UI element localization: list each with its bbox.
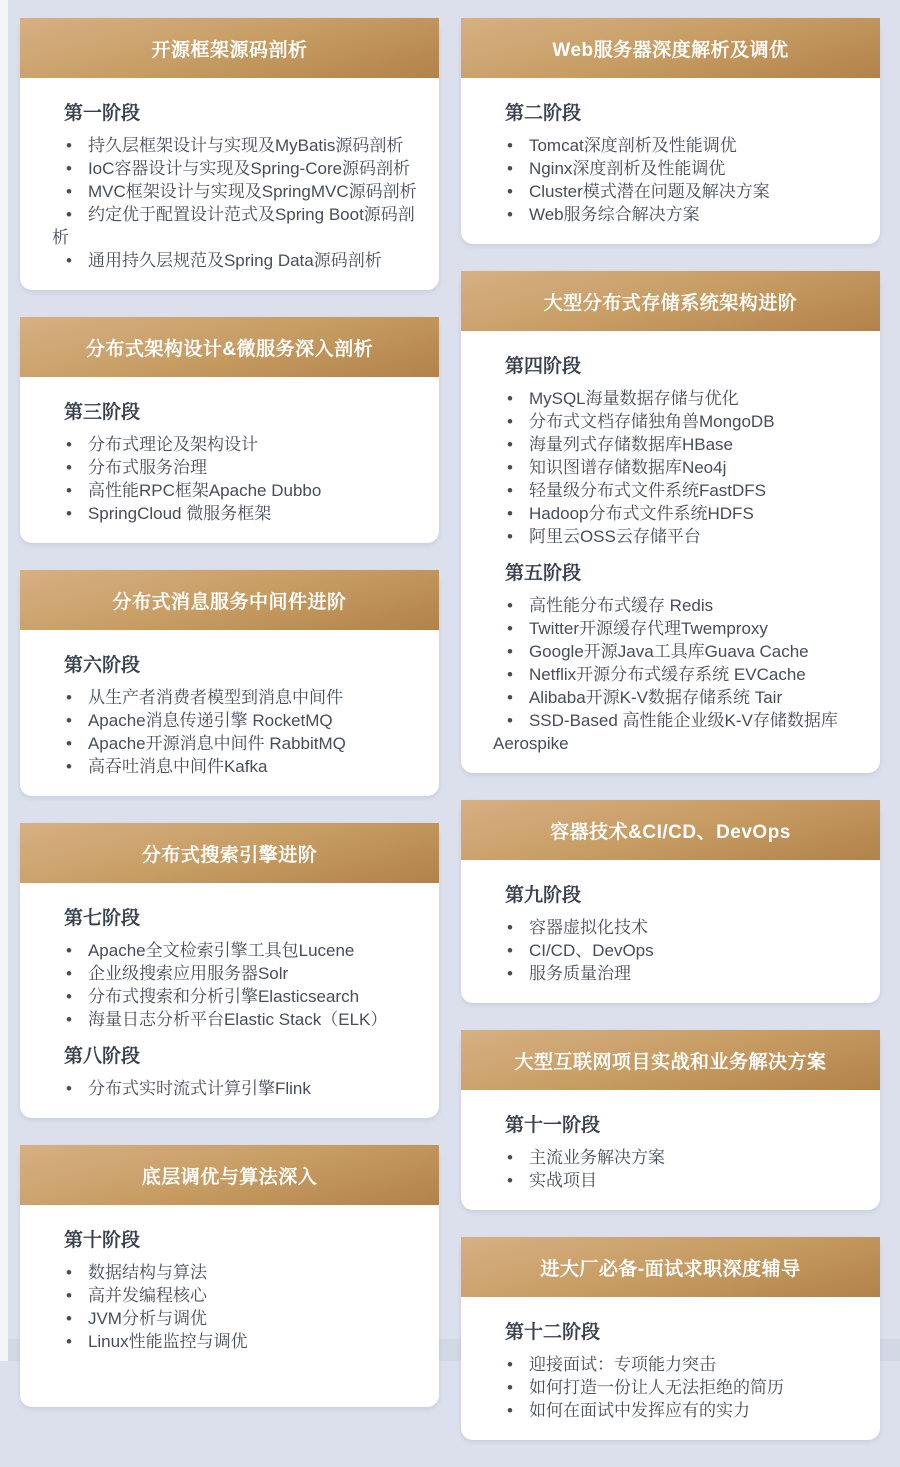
course-item: • Twitter开源缓存代理Twemproxy xyxy=(493,617,860,640)
course-item: • 主流业务解决方案 xyxy=(493,1146,860,1169)
course-card-header xyxy=(20,570,439,630)
course-item: • 高性能RPC框架Apache Dubbo xyxy=(52,479,419,502)
course-item: • 知识图谱存储数据库Neo4j xyxy=(493,456,860,479)
course-item: • 容器虚拟化技术 xyxy=(493,916,860,939)
course-item-list xyxy=(493,1146,860,1192)
stage-title: 第五阶段 xyxy=(505,563,582,584)
course-card xyxy=(461,271,880,773)
course-card xyxy=(20,823,439,1118)
course-item: • 分布式服务治理 xyxy=(52,456,419,479)
course-item: • 阿里云OSS云存储平台 xyxy=(493,525,860,548)
course-item-list xyxy=(52,134,419,272)
course-item: • 高并发编程核心 xyxy=(52,1284,419,1307)
course-item: • Netflix开源分布式缓存系统 EVCache xyxy=(493,663,860,686)
stage-title: 第十一阶段 xyxy=(505,1115,601,1136)
course-card-title: 大型分布式存储系统架构进阶 xyxy=(543,292,798,314)
course-card-title: 分布式消息服务中间件进阶 xyxy=(112,591,347,613)
course-item: • 分布式文档存储独角兽MongoDB xyxy=(493,410,860,433)
course-card-title: Web服务器深度解析及调优 xyxy=(552,39,789,61)
course-card xyxy=(20,317,439,543)
stage-title: 第一阶段 xyxy=(64,103,141,124)
course-card-body xyxy=(20,630,439,796)
course-item-list xyxy=(493,916,860,985)
course-card-body xyxy=(461,78,880,244)
course-card-body xyxy=(20,78,439,290)
course-item: • Hadoop分布式文件系统HDFS xyxy=(493,502,860,525)
course-item-list xyxy=(52,1261,419,1353)
stage-title: 第六阶段 xyxy=(64,655,141,676)
course-item: • MVC框架设计与实现及SpringMVC源码剖析 xyxy=(52,180,419,203)
course-card-body xyxy=(461,331,880,773)
course-item-list xyxy=(52,686,419,778)
course-item: • JVM分析与调优 xyxy=(52,1307,419,1330)
course-card-body xyxy=(20,883,439,1118)
course-card-header xyxy=(461,1237,880,1297)
stage-title: 第二阶段 xyxy=(505,103,582,124)
course-card xyxy=(461,1237,880,1440)
course-item: • 迎接面试：专项能力突击 xyxy=(493,1353,860,1376)
course-item: • 高性能分布式缓存 Redis xyxy=(493,594,860,617)
course-item: • SpringCloud 微服务框架 xyxy=(52,502,419,525)
course-card xyxy=(20,570,439,796)
course-card-title: 开源框架源码剖析 xyxy=(151,39,308,61)
course-item: • 企业级搜索应用服务器Solr xyxy=(52,962,419,985)
course-item: • 轻量级分布式文件系统FastDFS xyxy=(493,479,860,502)
course-item-list xyxy=(493,134,860,226)
course-card-body xyxy=(461,860,880,1003)
course-card-body xyxy=(461,1090,880,1210)
course-card-title: 底层调优与算法深入 xyxy=(141,1166,318,1188)
course-item: • 从生产者消费者模型到消息中间件 xyxy=(52,686,419,709)
course-card-header xyxy=(20,18,439,78)
course-item: • Nginx深度剖析及性能调优 xyxy=(493,157,860,180)
course-item: • 如何在面试中发挥应有的实力 xyxy=(493,1399,860,1422)
course-card-title: 进大厂必备-面试求职深度辅导 xyxy=(540,1258,801,1280)
stage-title: 第三阶段 xyxy=(64,402,141,423)
course-card-body xyxy=(20,1205,439,1407)
course-item: • Linux性能监控与调优 xyxy=(52,1330,419,1353)
course-card-title: 分布式搜索引擎进阶 xyxy=(141,844,318,866)
course-card-header xyxy=(461,18,880,78)
course-item: • 如何打造一份让人无法拒绝的简历 xyxy=(493,1376,860,1399)
course-card xyxy=(461,800,880,1003)
course-card xyxy=(20,18,439,290)
course-item: • CI/CD、DevOps xyxy=(493,939,860,962)
course-item: • 海量日志分析平台Elastic Stack（ELK） xyxy=(52,1008,419,1031)
stage-title: 第十二阶段 xyxy=(505,1322,601,1343)
course-item: • 高吞吐消息中间件Kafka xyxy=(52,755,419,778)
course-item: • SSD-Based 高性能企业级K-V存储数据库 Aerospike xyxy=(493,709,860,755)
course-item: • Apache全文检索引擎工具包Lucene xyxy=(52,939,419,962)
course-card-header xyxy=(20,823,439,883)
course-item-list xyxy=(493,594,860,755)
course-item: • 持久层框架设计与实现及MyBatis源码剖析 xyxy=(52,134,419,157)
stage-title: 第七阶段 xyxy=(64,908,141,929)
column-right xyxy=(461,18,880,1467)
course-card-header xyxy=(461,271,880,331)
course-item: • 分布式搜索和分析引擎Elasticsearch xyxy=(52,985,419,1008)
stage-title: 第八阶段 xyxy=(64,1046,141,1067)
course-card-body xyxy=(461,1297,880,1440)
course-item-list xyxy=(52,433,419,525)
course-item: • Cluster模式潜在问题及解决方案 xyxy=(493,180,860,203)
course-item: • 实战项目 xyxy=(493,1169,860,1192)
course-card-header xyxy=(461,800,880,860)
stage-title: 第九阶段 xyxy=(505,885,582,906)
course-card-title: 分布式架构设计&微服务深入剖析 xyxy=(85,338,374,360)
course-item: • Apache开源消息中间件 RabbitMQ xyxy=(52,732,419,755)
course-card xyxy=(20,1145,439,1407)
course-card-body xyxy=(20,377,439,543)
left-edge-strip xyxy=(0,0,8,1361)
course-item: • 数据结构与算法 xyxy=(52,1261,419,1284)
course-item: • 海量列式存储数据库HBase xyxy=(493,433,860,456)
course-card-title: 大型互联网项目实战和业务解决方案 xyxy=(514,1051,827,1073)
course-item-list xyxy=(52,1077,419,1100)
course-card-header xyxy=(461,1030,880,1090)
course-card-title: 容器技术&CI/CD、DevOps xyxy=(550,821,791,843)
course-item: • Google开源Java工具库Guava Cache xyxy=(493,640,860,663)
course-item: • 分布式理论及架构设计 xyxy=(52,433,419,456)
stage-title: 第四阶段 xyxy=(505,356,582,377)
course-item: • MySQL海量数据存储与优化 xyxy=(493,387,860,410)
course-card xyxy=(461,18,880,244)
course-item: • Web服务综合解决方案 xyxy=(493,203,860,226)
course-card-header xyxy=(20,317,439,377)
course-item: • Tomcat深度剖析及性能调优 xyxy=(493,134,860,157)
course-item: • 约定优于配置设计范式及Spring Boot源码剖析 xyxy=(52,203,419,249)
course-item: • Alibaba开源K-V数据存储系统 Tair xyxy=(493,686,860,709)
course-item: • 分布式实时流式计算引擎Flink xyxy=(52,1077,419,1100)
stage-title: 第十阶段 xyxy=(64,1230,141,1251)
course-card xyxy=(461,1030,880,1210)
course-item: • IoC容器设计与实现及Spring-Core源码剖析 xyxy=(52,157,419,180)
course-item-list xyxy=(52,939,419,1031)
column-left xyxy=(20,18,439,1434)
course-item: • Apache消息传递引擎 RocketMQ xyxy=(52,709,419,732)
course-card-header xyxy=(20,1145,439,1205)
course-item: • 服务质量治理 xyxy=(493,962,860,985)
course-item-list xyxy=(493,1353,860,1422)
course-item: • 通用持久层规范及Spring Data源码剖析 xyxy=(52,249,419,272)
course-item-list xyxy=(493,387,860,548)
